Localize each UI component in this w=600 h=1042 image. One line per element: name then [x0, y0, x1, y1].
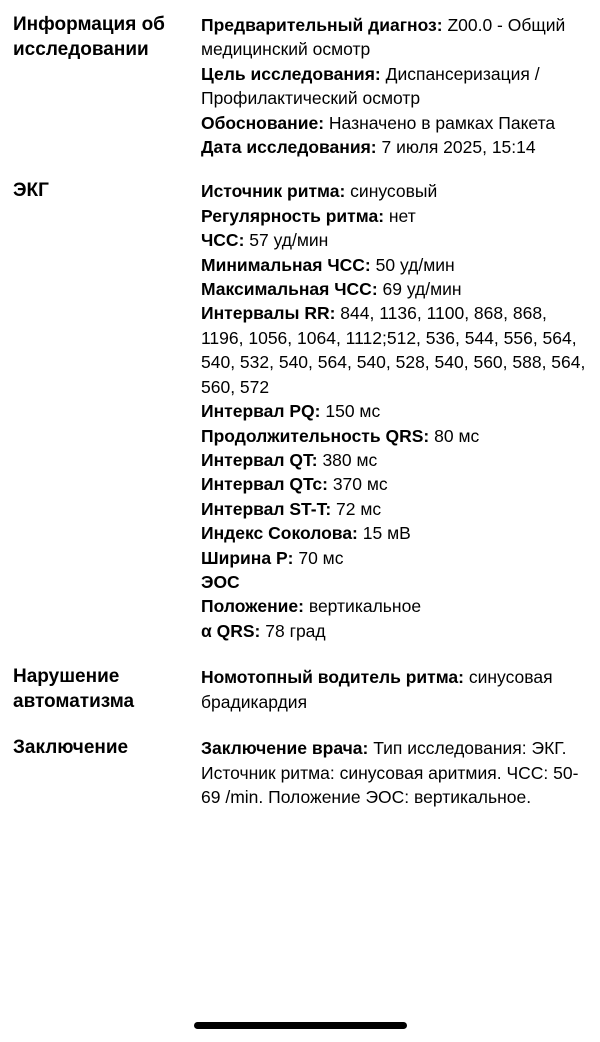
field-study-date: [201, 135, 591, 159]
field-value: Тип исследования: ЭКГ. Источник ритма: синусовая аритмия. ЧСС: 50-69 /min. Положение ЭОС: вертикальное.: [201, 738, 579, 807]
section-body-conclusion: [201, 736, 591, 809]
section-automatism: [13, 665, 591, 714]
field-value: 70 мс: [293, 547, 344, 568]
field-justification: [201, 111, 591, 135]
home-indicator-bar[interactable]: [194, 1022, 407, 1029]
field-value: 370 мс: [327, 474, 388, 495]
section-body-ecg: [201, 179, 591, 643]
field-qtc-interval: [201, 472, 591, 496]
field-value: нет: [384, 205, 416, 226]
field-value: Назначено в рамках Пакета: [324, 112, 556, 133]
section-ecg: [13, 179, 591, 643]
field-value: 844, 1136, 1100, 868, 868, 1196, 1056, 1064, 1112;512, 536, 544, 556, 564, 540, 532, 540, 564, 540, 528, 540, 560, 588, 564, 560, 572: [201, 303, 586, 397]
field-study-purpose: [201, 62, 591, 111]
field-heart-rate: [201, 228, 591, 252]
field-value: синусовый: [345, 181, 438, 202]
section-study-info: [13, 13, 591, 159]
field-key: Предварительный диагноз:: [201, 15, 443, 35]
field-rhythm-source: [201, 179, 591, 203]
field-value: Диспансеризация / Профилактический осмотр: [201, 63, 540, 109]
field-value: вертикальное: [303, 596, 422, 617]
field-key: Положение:: [201, 596, 304, 617]
field-key: Ширина P:: [201, 547, 294, 568]
field-axis-position: [201, 594, 591, 618]
field-alpha-qrs: [201, 619, 591, 643]
field-rhythm-regularity: [201, 204, 591, 228]
field-key: Цель исследования:: [201, 63, 381, 84]
section-label-study-info: Информация об исследовании: [13, 14, 165, 60]
field-key: Интервал QT:: [201, 449, 318, 470]
field-key: Интервал PQ:: [201, 401, 321, 422]
field-key: Номотопный водитель ритма:: [201, 667, 464, 688]
field-qrs-duration: [201, 424, 591, 448]
field-qt-interval: [201, 448, 591, 472]
section-conclusion: [13, 736, 591, 809]
section-label-automatism: Нарушение автоматизма: [13, 666, 135, 712]
section-label-ecg: ЭКГ: [13, 180, 49, 202]
field-key: ЭОС: [201, 571, 240, 592]
field-key: Минимальная ЧСС:: [201, 254, 371, 275]
field-value: 80 мс: [429, 425, 480, 446]
field-key: Обоснование:: [201, 112, 325, 133]
field-key: Максимальная ЧСС:: [201, 279, 378, 300]
field-p-width: [201, 546, 591, 570]
section-label-conclusion: Заключение: [13, 737, 129, 759]
field-sokolow-index: [201, 521, 591, 545]
field-key: Интервалы RR:: [201, 303, 336, 324]
field-preliminary-diagnosis: [201, 13, 591, 62]
field-key: Интервал QTc:: [201, 474, 328, 495]
field-key: Дата исследования:: [201, 137, 377, 158]
field-value: Z00.0 - Общий медицинский осмотр: [201, 15, 566, 60]
field-pacemaker: [201, 665, 591, 714]
field-value: 15 мВ: [357, 523, 411, 544]
field-key: α QRS:: [201, 620, 261, 641]
field-key: Регулярность ритма:: [201, 205, 385, 226]
field-value: синусовая брадикардия: [201, 667, 553, 712]
field-pq-interval: [201, 399, 591, 423]
field-min-heart-rate: [201, 253, 591, 277]
field-key: ЧСС:: [201, 230, 245, 251]
field-value: 380 мс: [317, 449, 378, 470]
field-value: 57 уд/мин: [244, 230, 329, 251]
field-value: 50 уд/мин: [370, 254, 455, 275]
field-max-heart-rate: [201, 277, 591, 301]
section-body-automatism: [201, 665, 591, 714]
field-value: 7 июля 2025, 15:14: [376, 137, 536, 158]
field-value: 69 уд/мин: [377, 279, 462, 300]
report-content: [13, 13, 591, 809]
field-key: Интервал ST-T:: [201, 498, 332, 519]
field-electrical-axis-heading: [201, 570, 591, 594]
field-value: 150 мс: [320, 401, 381, 422]
field-rr-intervals: [201, 301, 591, 399]
field-value: 72 мс: [331, 498, 382, 519]
field-key: Источник ритма:: [201, 181, 346, 202]
field-key: Заключение врача:: [201, 738, 369, 759]
field-key: Продолжительность QRS:: [201, 425, 430, 446]
field-doctor-conclusion: [201, 736, 591, 809]
section-body-study-info: [201, 13, 591, 159]
field-key: Индекс Соколова:: [201, 523, 358, 544]
field-value: 78 град: [260, 620, 326, 641]
field-st-t-interval: [201, 497, 591, 521]
